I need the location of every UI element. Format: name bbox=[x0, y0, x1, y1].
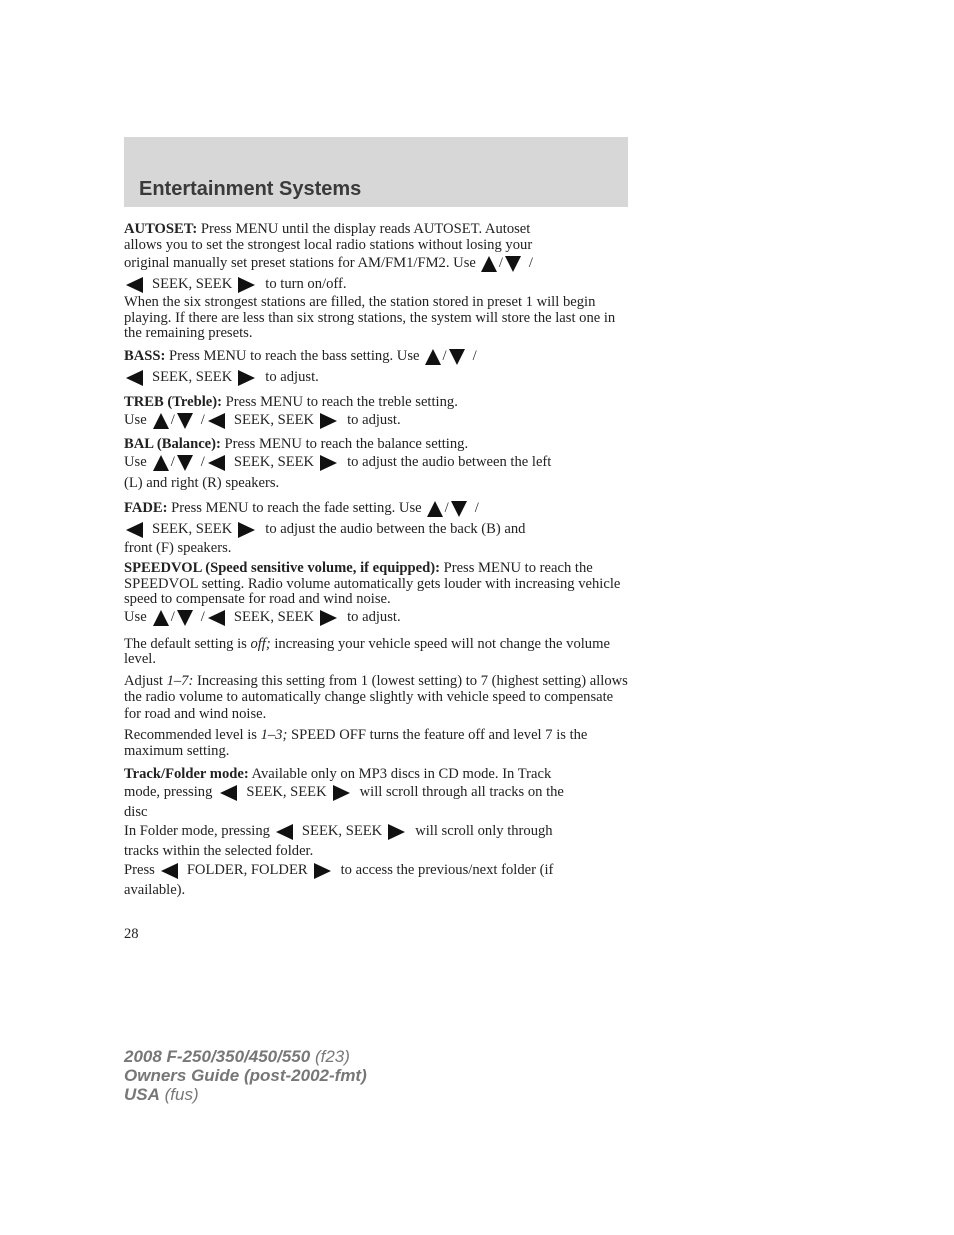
folder-left-icon bbox=[161, 863, 178, 879]
footer-guide: Owners Guide (post-2002-fmt) bbox=[124, 1066, 367, 1085]
track-folder-block: Track/Folder mode: Available only on MP3 discs in CD mode. In Track mode, pressing SEEK, SEEK will scroll through all tracks on the disc In Folder mode, pressing SEEK, SEEK will scroll only through tracks within the selected folder. Press FOLDER, FOLDER to access the previous/next folder (if available). bbox=[124, 766, 564, 898]
up-arrow-icon bbox=[153, 610, 169, 626]
up-arrow-icon bbox=[427, 501, 443, 517]
fade-label: FADE: bbox=[124, 500, 168, 517]
footer-region: USA bbox=[124, 1085, 160, 1104]
bass-block: BASS: Press MENU to reach the bass setting. Use / / SEEK, SEEK to adjust. bbox=[124, 348, 477, 386]
seek-left-icon bbox=[208, 455, 225, 471]
seek-right-icon bbox=[238, 277, 255, 293]
down-arrow-icon bbox=[177, 413, 193, 429]
section-header-band bbox=[124, 137, 628, 207]
up-arrow-icon bbox=[153, 455, 169, 471]
folder-right-icon bbox=[314, 863, 331, 879]
seek-right-icon bbox=[333, 785, 350, 801]
speedvol-block: SPEEDVOL (Speed sensitive volume, if equipped): Press MENU to reach the SPEEDVOL setting. Radio volume automatically gets louder with increasing vehicle speed to compensate for road and wind noise. Use / / SEEK, SEEK to adjust. The default setting is off; increasing your vehicle speed will not change the volume level. Adjust 1–7: Increasing this setting from 1 (lowest setting) to 7 (highest setting) allows the radio volume to automatically change slightly with vehicle speed to compensate for road and wind noise. Recommended level is 1–3; SPEED OFF turns the feature off and level 7 is the maximum setting. bbox=[124, 560, 628, 759]
speedvol-label: SPEEDVOL (Speed sensitive volume, if equipped): bbox=[124, 560, 440, 576]
seek-right-icon bbox=[320, 455, 337, 471]
speedvol-adjust: Adjust 1–7: Increasing this setting from 1 (lowest setting) to 7 (highest setting) allows the radio volume to automatically change slightly with vehicle speed to compensate for road and wind noise. bbox=[124, 672, 628, 722]
down-arrow-icon bbox=[451, 501, 467, 517]
page-number: 28 bbox=[124, 926, 139, 942]
balance-label: BAL (Balance): bbox=[124, 436, 221, 452]
bass-label: BASS: bbox=[124, 348, 166, 365]
seek-left-icon bbox=[276, 824, 293, 840]
down-arrow-icon bbox=[177, 455, 193, 471]
seek-left-icon bbox=[126, 277, 143, 293]
section-title: Entertainment Systems bbox=[139, 178, 362, 200]
down-arrow-icon bbox=[505, 256, 521, 272]
speedvol-recommended: Recommended level is 1–3; SPEED OFF turns the feature off and level 7 is the maximum setting. bbox=[124, 727, 588, 759]
seek-left-icon bbox=[220, 785, 237, 801]
speedvol-default: The default setting is off; increasing your vehicle speed will not change the volume level. bbox=[124, 635, 610, 667]
treble-label: TREB (Treble): bbox=[124, 393, 222, 410]
seek-right-icon bbox=[238, 370, 255, 386]
autoset-use-row: original manually set preset stations for AM/FM1/FM2. Use / / bbox=[124, 254, 533, 271]
up-arrow-icon bbox=[153, 413, 169, 429]
up-arrow-icon bbox=[481, 256, 497, 272]
treble-block: TREB (Treble): Press MENU to reach the treble setting. Use / / SEEK, SEEK to adjust. bbox=[124, 393, 458, 428]
document-footer: 2008 F-250/350/450/550 (f23) Owners Guide (post-2002-fmt) USA (fus) bbox=[124, 1047, 367, 1104]
down-arrow-icon bbox=[449, 349, 465, 365]
page-content bbox=[124, 222, 629, 900]
autoset-label: AUTOSET: bbox=[124, 221, 198, 237]
seek-right-icon bbox=[388, 824, 405, 840]
down-arrow-icon bbox=[177, 610, 193, 626]
autoset-block: AUTOSET: Press MENU until the display reads AUTOSET. Autoset allows you to set the strongest local radio stations without losing your original manually set preset stations for AM/FM1/FM2. Use / / SEEK, SEEK to turn on/off. When the six strongest stations are filled, the station stored in preset 1 will begin playing. If there are less than six strong stations, the system will store the last one in the remaining presets. bbox=[124, 222, 629, 342]
seek-left-icon bbox=[126, 370, 143, 386]
footer-model: 2008 F-250/350/450/550 bbox=[124, 1047, 311, 1066]
seek-right-icon bbox=[238, 522, 255, 538]
seek-right-icon bbox=[320, 610, 337, 626]
seek-left-icon bbox=[208, 413, 225, 429]
fade-block: FADE: Press MENU to reach the fade setting. Use / / SEEK, SEEK to adjust the audio between the back (B) and front (F) speakers. bbox=[124, 500, 526, 556]
track-folder-label: Track/Folder mode: bbox=[124, 766, 249, 782]
seek-left-icon bbox=[208, 610, 225, 626]
seek-left-icon bbox=[126, 522, 143, 538]
up-arrow-icon bbox=[425, 349, 441, 365]
autoset-seek-row: SEEK, SEEK to turn on/off. bbox=[124, 274, 629, 295]
seek-right-icon bbox=[320, 413, 337, 429]
balance-block: BAL (Balance): Press MENU to reach the balance setting. Use / / SEEK, SEEK to adjust the audio between the left (L) and right (R) speakers. bbox=[124, 436, 552, 492]
